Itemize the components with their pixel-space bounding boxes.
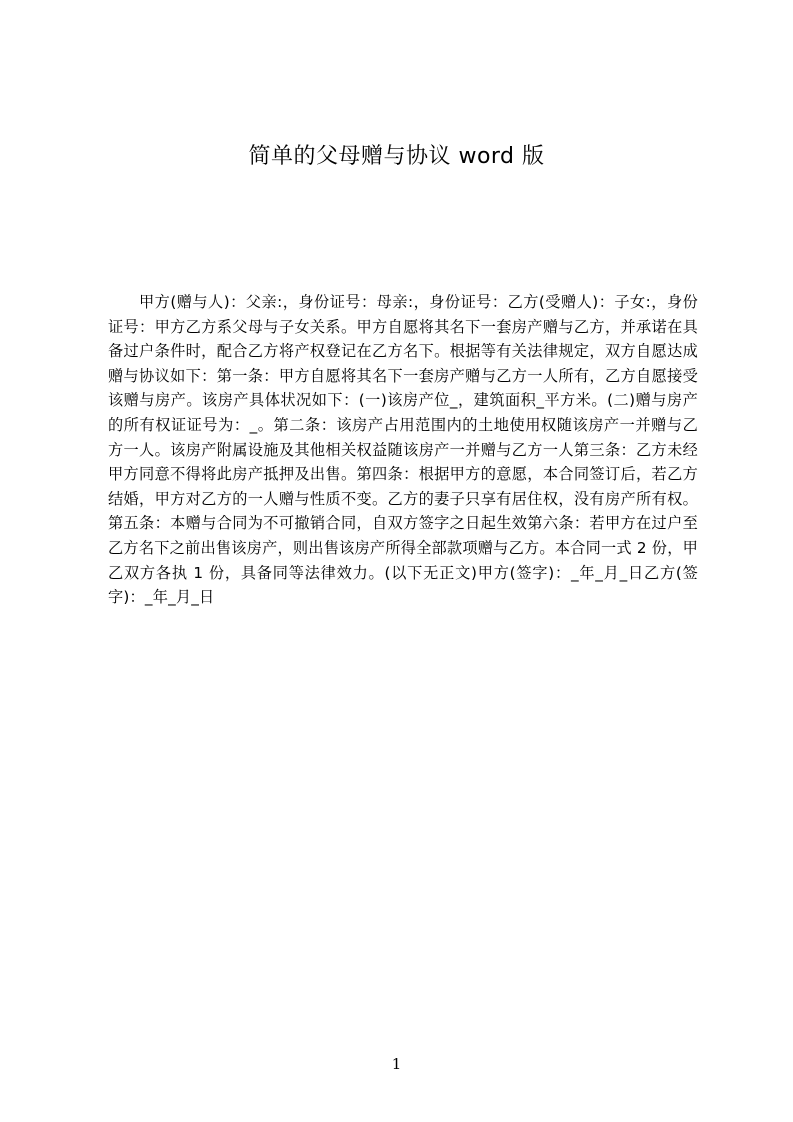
document-title: 简单的父母赠与协议 word 版	[248, 144, 545, 169]
page-number: 1	[391, 1055, 402, 1073]
agreement-body-paragraph: 甲方(赠与人)：父亲:，身份证号：母亲:，身份证号：乙方(受赠人)：子女:，身份证号：甲方乙方系父母与子女关系。甲方自愿将其名下一套房产赠与乙方，并承诺在具备过户条件时，配合乙方将产权登记在乙方名下。根据等有关法律规定，双方自愿达成赠与协议如下：第一条：甲方自愿将其名下一套房产赠与乙方一人所有，乙方自愿接受该赠与房产。该房产具体状况如下：(一)该房产位_，建筑面积_平方米。(二)赠与房产的所有权证证号为：_。第二条：该房产占用范围内的土地使用权随该房产一并赠与乙方一人。该房产附属设施及其他相关权益随该房产一并赠与乙方一人第三条：乙方未经甲方同意不得将此房产抵押及出售。第四条：根据甲方的意愿，本合同签订后，若乙方结婚，甲方对乙方的一人赠与性质不变。乙方的妻子只享有居住权，没有房产所有权。第五条：本赠与合同为不可撤销合同，自双方签字之日起生效第六条：若甲方在过户至乙方名下之前出售该房产，则出售该房产所得全部款项赠与乙方。本合同一式 2 份，甲乙双方各执 1 份，具备同等法律效力。(以下无正文)甲方(签字)：_年_月_日乙方(签字)：_年_月_日	[108, 293, 698, 607]
